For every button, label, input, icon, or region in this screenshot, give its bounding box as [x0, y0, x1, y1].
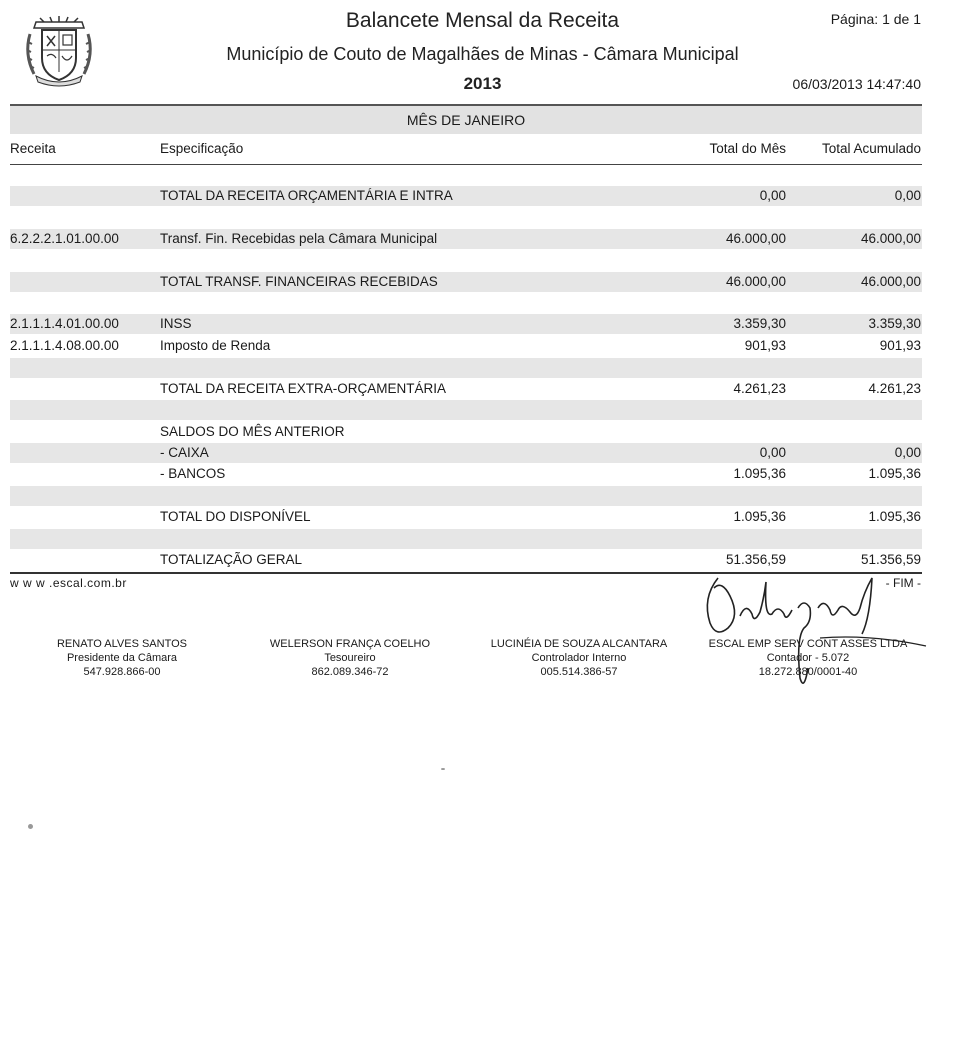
signatory-doc: 18.272.880/0001-40: [758, 666, 858, 678]
signatory-block: [469, 637, 689, 679]
shade-band: [10, 486, 922, 506]
signatory-role: Controlador Interno: [531, 652, 627, 664]
signatory-name: RENATO ALVES SANTOS: [56, 638, 187, 650]
row-total-mes: 1.095,36: [733, 466, 786, 481]
row-total-acumulado: 4.261,23: [868, 381, 921, 396]
column-header-total-mes: Total do Mês: [709, 141, 786, 156]
row-total-mes: 0,00: [759, 445, 786, 460]
signatory-name: LUCINÉIA DE SOUZA ALCANTARA: [490, 638, 668, 650]
row-code: 2.1.1.1.4.08.00.00: [10, 338, 119, 353]
row-spec: INSS: [160, 316, 192, 331]
row-total-mes: 0,00: [759, 188, 786, 203]
signatory-block: [240, 637, 460, 679]
shade-band: [10, 529, 922, 549]
row-total-acumulado: 0,00: [894, 445, 921, 460]
report-title: Balancete Mensal da Receita: [345, 9, 620, 32]
row-total-mes: 1.095,36: [733, 509, 786, 524]
row-spec: TOTALIZAÇÃO GERAL: [160, 552, 303, 567]
row-total-acumulado: 46.000,00: [860, 231, 921, 246]
signatory-role: Presidente da Câmara: [66, 652, 178, 664]
report-year: 2013: [463, 74, 502, 93]
row-total-acumulado: 901,93: [879, 338, 921, 353]
row-total-mes: 4.261,23: [733, 381, 786, 396]
row-total-mes: 46.000,00: [725, 274, 786, 289]
row-total-acumulado: 1.095,36: [868, 509, 921, 524]
handwritten-signature-icon: [700, 568, 930, 698]
column-header-receita: Receita: [10, 141, 56, 156]
row-total-mes: 901,93: [744, 338, 786, 353]
row-total-mes: 46.000,00: [725, 231, 786, 246]
row-code: 2.1.1.1.4.01.00.00: [10, 316, 119, 331]
signatory-role: Tesoureiro: [324, 652, 376, 664]
column-header-total-acumulado: Total Acumulado: [821, 141, 921, 156]
signatory-doc: 005.514.386-57: [540, 666, 618, 678]
row-total-acumulado: 46.000,00: [860, 274, 921, 289]
signatory-role: Contador - 5.072: [766, 652, 850, 664]
row-spec: SALDOS DO MÊS ANTERIOR: [160, 424, 345, 439]
row-total-acumulado: 51.356,59: [860, 552, 921, 567]
row-spec: Imposto de Renda: [160, 338, 271, 353]
row-spec: - CAIXA: [160, 445, 209, 460]
row-total-acumulado: 1.095,36: [868, 466, 921, 481]
signatory-doc: 547.928.866-00: [83, 666, 161, 678]
column-header-especificacao: Especificação: [160, 141, 244, 156]
signatory-block: [12, 637, 232, 679]
signatory-doc: 862.089.346-72: [311, 666, 389, 678]
row-spec: TOTAL DA RECEITA ORÇAMENTÁRIA E INTRA: [160, 188, 453, 203]
row-spec: - BANCOS: [160, 466, 226, 481]
scan-speck: [28, 824, 33, 829]
row-total-mes: 3.359,30: [733, 316, 786, 331]
row-total-acumulado: 3.359,30: [868, 316, 921, 331]
row-spec: TOTAL TRANSF. FINANCEIRAS RECEBIDAS: [160, 274, 438, 289]
signatory-name: WELERSON FRANÇA COELHO: [269, 638, 431, 650]
signatory-name: ESCAL EMP SERV CONT ASSES LTDA: [708, 638, 908, 650]
row-code: 6.2.2.2.1.01.00.00: [10, 231, 119, 246]
end-marker: - FIM -: [885, 576, 921, 590]
shade-band: [10, 400, 922, 420]
shade-band: [10, 358, 922, 378]
row-spec: TOTAL DA RECEITA EXTRA-ORÇAMENTÁRIA: [160, 381, 447, 396]
report-subtitle: Município de Couto de Magalhães de Minas - Câmara Municipal: [226, 44, 739, 64]
scan-speck: [441, 768, 445, 770]
page-number: Página: 1 de 1: [830, 11, 921, 27]
row-total-acumulado: 0,00: [894, 188, 921, 203]
row-spec: Transf. Fin. Recebidas pela Câmara Municipal: [160, 231, 438, 246]
report-datetime: 06/03/2013 14:47:40: [792, 76, 921, 92]
header-divider: [10, 164, 922, 165]
row-spec: TOTAL DO DISPONÍVEL: [160, 509, 311, 524]
website-link[interactable]: w w w .escal.com.br: [10, 576, 127, 590]
row-total-mes: 51.356,59: [725, 552, 786, 567]
month-banner: MÊS DE JANEIRO: [10, 104, 922, 134]
